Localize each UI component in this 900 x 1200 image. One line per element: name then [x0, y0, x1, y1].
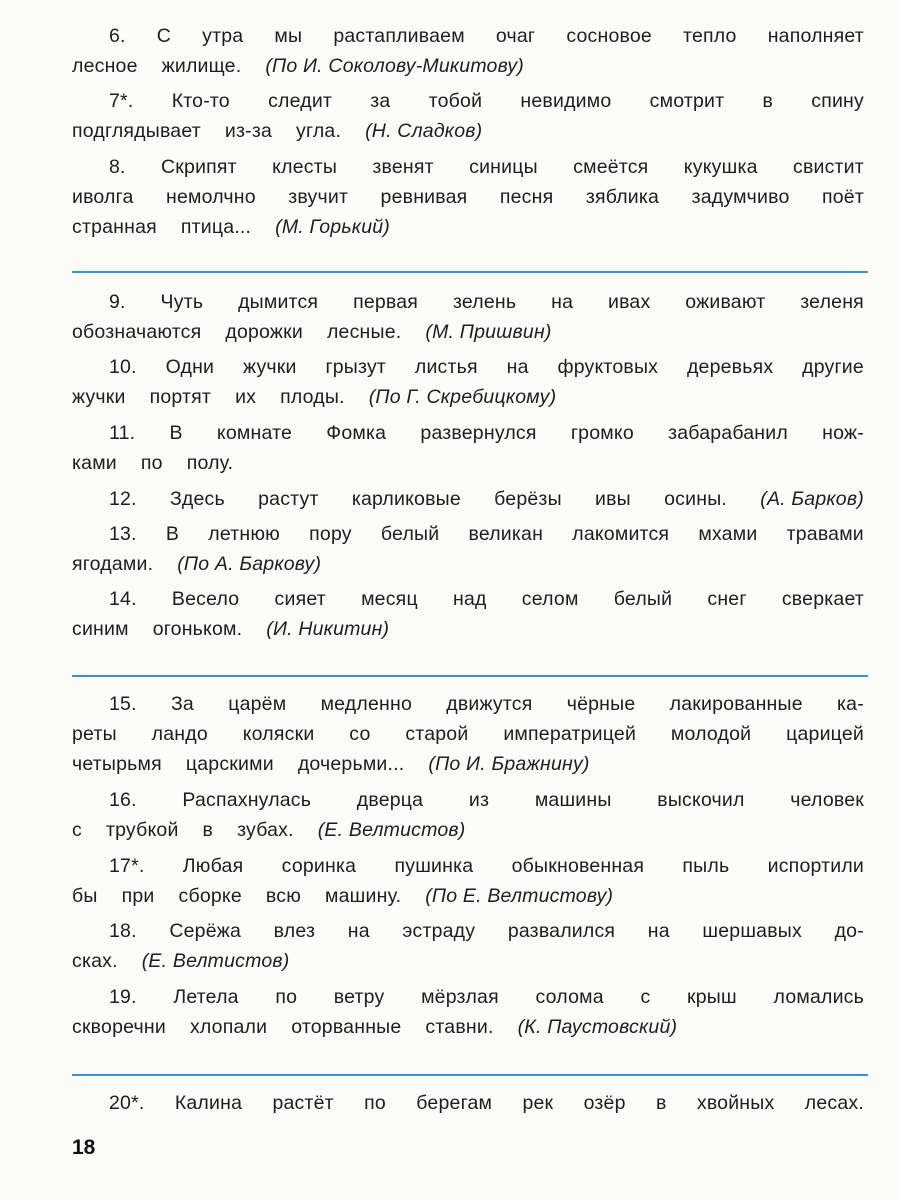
word: полу. [186, 452, 234, 474]
author-attribution: (Н. Сладков) [365, 120, 483, 142]
word: Скрипят [161, 156, 237, 178]
text-line [72, 614, 864, 644]
word: шершавых [702, 920, 802, 942]
text-line [72, 152, 864, 182]
word: сборке [178, 885, 242, 907]
exercise-6 [72, 21, 864, 81]
word: ками [72, 452, 117, 474]
word: лесах. [804, 1092, 864, 1114]
text-line [72, 851, 864, 881]
word: спину [811, 90, 864, 112]
word: влез [273, 920, 316, 942]
exercise-14 [72, 584, 864, 644]
exercise-number: 13. [109, 523, 137, 545]
word: в [202, 819, 214, 841]
exercise-number: 7*. [109, 90, 134, 112]
text-line [72, 182, 864, 212]
word: месяц [361, 588, 418, 610]
word: следит [268, 90, 333, 112]
word: селом [521, 588, 579, 610]
word: по [364, 1092, 386, 1114]
word: из-за [224, 120, 273, 142]
text-line [72, 689, 864, 719]
text-line [72, 785, 864, 815]
word: великан [468, 523, 544, 545]
word: дочерьми... [297, 753, 405, 775]
text-line [72, 946, 864, 976]
word: дорожки [225, 321, 303, 343]
word: пыль [682, 855, 730, 877]
word: над [453, 588, 487, 610]
exercise-number: 17*. [109, 855, 145, 877]
word: сках. [72, 950, 118, 972]
word: иволга [72, 186, 134, 208]
word: лакомится [572, 523, 670, 545]
word: невидимо [520, 90, 612, 112]
word: оторванные [291, 1016, 402, 1038]
word: карликовые [351, 488, 461, 510]
word: песня [499, 186, 554, 208]
word: громко [570, 422, 634, 444]
word: ревнивая [380, 186, 468, 208]
word: ягодами. [72, 553, 154, 575]
word: царскими [185, 753, 274, 775]
word: зяблика [585, 186, 660, 208]
word: другие [802, 356, 864, 378]
word: свистит [793, 156, 864, 178]
exercise-9 [72, 287, 864, 347]
word: чёрные [566, 693, 636, 715]
text-line [72, 116, 864, 146]
exercise-12 [72, 484, 864, 514]
word: наполняет [767, 25, 864, 47]
exercise-number: 14. [109, 588, 137, 610]
text-line [72, 484, 864, 514]
word: Фомка [326, 422, 387, 444]
exercise-8 [72, 152, 864, 242]
word: травами [786, 523, 864, 545]
word: деревьях [686, 356, 774, 378]
word: зеленя [800, 291, 864, 313]
text-line [72, 287, 864, 317]
exercise-number: 11. [109, 422, 136, 444]
word: белый [613, 588, 673, 610]
word: странная [72, 216, 157, 238]
word: лесные. [326, 321, 402, 343]
author-attribution: (И. Никитин) [266, 618, 390, 640]
word: клесты [272, 156, 338, 178]
word: берегам [416, 1092, 493, 1114]
text-line [72, 815, 864, 845]
word: дымится [238, 291, 319, 313]
word: жилище. [161, 55, 242, 77]
word: снег [707, 588, 747, 610]
word: осины. [664, 488, 728, 510]
word: соринка [281, 855, 357, 877]
text-line [72, 382, 864, 412]
word: жучки [72, 386, 126, 408]
exercise-number: 6. [109, 25, 126, 47]
word: мёрзлая [421, 986, 499, 1008]
word: солома [535, 986, 604, 1008]
text-line [72, 719, 864, 749]
word: птица... [180, 216, 252, 238]
word: летнюю [208, 523, 280, 545]
word: за [370, 90, 391, 112]
word: немолчно [166, 186, 256, 208]
author-attribution: (Е. Велтистов) [317, 819, 466, 841]
word: первая [353, 291, 419, 313]
word: развалился [507, 920, 616, 942]
word: оживают [685, 291, 766, 313]
word: бы [72, 885, 98, 907]
section-divider [72, 1074, 868, 1076]
word: царицей [786, 723, 864, 745]
word: ивы [595, 488, 631, 510]
word: движутся [446, 693, 533, 715]
text-line [72, 1088, 864, 1118]
word: мы [274, 25, 303, 47]
exercise-number: 16. [109, 789, 137, 811]
word: лакированные [669, 693, 803, 715]
word: лесное [72, 55, 138, 77]
word: в [655, 1092, 667, 1114]
word: царём [228, 693, 287, 715]
word: Весело [171, 588, 240, 610]
text-line [72, 212, 864, 242]
word: Распахнулась [182, 789, 312, 811]
exercise-number: 10. [109, 356, 137, 378]
word: растут [258, 488, 319, 510]
word: фруктовых [557, 356, 659, 378]
exercise-11 [72, 418, 864, 478]
word: с [72, 819, 82, 841]
author-attribution: (Е. Велтистов) [141, 950, 290, 972]
word: зубах. [237, 819, 294, 841]
word: по [275, 986, 298, 1008]
word: сияет [274, 588, 326, 610]
author-attribution: (По И. Соколову-Микитову) [265, 55, 524, 77]
word: тобой [428, 90, 483, 112]
word: тепло [683, 25, 737, 47]
word: машины [534, 789, 612, 811]
word: утра [202, 25, 244, 47]
author-attribution: (По Е. Велтистову) [425, 885, 614, 907]
word: Кто-то [171, 90, 230, 112]
exercise-number: 20*. [109, 1092, 145, 1114]
word: задумчиво [691, 186, 790, 208]
word: скворечни [72, 1016, 166, 1038]
word: жучки [243, 356, 297, 378]
word: рек [522, 1092, 554, 1114]
page-number: 18 [72, 1136, 96, 1159]
exercise-17 [72, 851, 864, 911]
text-line [72, 982, 864, 1012]
word: ивах [607, 291, 651, 313]
word: коляски [242, 723, 315, 745]
section-divider [72, 271, 868, 273]
word: человек [790, 789, 864, 811]
word: испортили [767, 855, 864, 877]
word: со [349, 723, 371, 745]
word: медленно [320, 693, 412, 715]
exercise-7 [72, 86, 864, 146]
word: ландо [151, 723, 208, 745]
word: Одни [165, 356, 215, 378]
author-attribution: (По И. Бражнину) [428, 753, 590, 775]
word: пору [309, 523, 352, 545]
word: на [347, 920, 370, 942]
word: ставни. [425, 1016, 494, 1038]
word: хвойных [696, 1092, 775, 1114]
word: всю [265, 885, 302, 907]
word: забарабанил [668, 422, 788, 444]
word: берёзы [494, 488, 562, 510]
word: звучит [288, 186, 349, 208]
author-attribution: (По А. Баркову) [177, 553, 322, 575]
word: обыкновенная [511, 855, 645, 877]
word: императрицей [503, 723, 637, 745]
word: молодой [670, 723, 752, 745]
text-line [72, 584, 864, 614]
exercise-number: 12. [109, 488, 137, 510]
word: поёт [822, 186, 864, 208]
word: огоньком. [152, 618, 243, 640]
word: Любая [182, 855, 244, 877]
word: смеётся [573, 156, 649, 178]
word: четырьмя [72, 753, 162, 775]
text-line [72, 448, 864, 478]
word: белый [380, 523, 440, 545]
word: Чуть [160, 291, 204, 313]
word: пушинка [394, 855, 474, 877]
word: на [647, 920, 670, 942]
word: трубкой [105, 819, 179, 841]
word: развернулся [420, 422, 537, 444]
author-attribution: (По Г. Скребицкому) [368, 386, 557, 408]
word: Калина [174, 1092, 243, 1114]
word: В [165, 523, 180, 545]
text-line [72, 549, 864, 579]
exercise-16 [72, 785, 864, 845]
text-line [72, 916, 864, 946]
exercise-number: 8. [109, 156, 126, 178]
word: эстраду [402, 920, 476, 942]
word: крыш [687, 986, 737, 1008]
exercise-number: 15. [109, 693, 137, 715]
word: синим [72, 618, 129, 640]
word: ветру [333, 986, 385, 1008]
text-line [72, 352, 864, 382]
word: листья [414, 356, 478, 378]
exercise-10 [72, 352, 864, 412]
word: Здесь [169, 488, 225, 510]
author-attribution: (К. Паустовский) [517, 1016, 678, 1038]
word: машину. [325, 885, 402, 907]
word: Летела [173, 986, 239, 1008]
word: синицы [469, 156, 538, 178]
section-divider [72, 675, 868, 677]
text-line [72, 51, 864, 81]
word: старой [405, 723, 469, 745]
exercise-18 [72, 916, 864, 976]
author-attribution: (А. Барков) [760, 488, 864, 510]
text-line [72, 317, 864, 347]
word: реты [72, 723, 117, 745]
word: выскочил [657, 789, 745, 811]
text-line [72, 519, 864, 549]
exercise-number: 18. [109, 920, 137, 942]
word: растапливаем [333, 25, 465, 47]
word: подглядывает [72, 120, 201, 142]
exercise-number: 9. [109, 291, 126, 313]
exercise-13 [72, 519, 864, 579]
word: кукушка [683, 156, 758, 178]
word: ка- [837, 693, 864, 715]
word: в [762, 90, 774, 112]
word: нож- [822, 422, 864, 444]
word: из [468, 789, 490, 811]
word: За [170, 693, 194, 715]
text-line [72, 418, 864, 448]
text-line [72, 749, 864, 779]
word: до- [834, 920, 864, 942]
word: их [235, 386, 257, 408]
word: С [156, 25, 172, 47]
word: Серёжа [169, 920, 242, 942]
word: обозначаются [72, 321, 202, 343]
word: хлопали [189, 1016, 268, 1038]
word: комнате [216, 422, 293, 444]
exercise-number: 19. [109, 986, 137, 1008]
word: мхами [698, 523, 758, 545]
word: В [169, 422, 183, 444]
text-line [72, 21, 864, 51]
word: сверкает [781, 588, 864, 610]
author-attribution: (М. Пришвин) [425, 321, 552, 343]
text-line [72, 1012, 864, 1042]
word: зелень [452, 291, 517, 313]
word: звенят [372, 156, 434, 178]
word: на [506, 356, 529, 378]
word: портят [149, 386, 212, 408]
word: плоды. [280, 386, 345, 408]
word: дверца [356, 789, 424, 811]
word: ломались [773, 986, 864, 1008]
word: растёт [272, 1092, 334, 1114]
word: с [640, 986, 651, 1008]
word: очаг [495, 25, 536, 47]
exercise-19 [72, 982, 864, 1042]
word: на [551, 291, 574, 313]
word: по [140, 452, 163, 474]
word: грызут [325, 356, 387, 378]
text-line [72, 86, 864, 116]
text-line [72, 881, 864, 911]
author-attribution: (М. Горький) [275, 216, 390, 238]
exercise-20 [72, 1088, 864, 1118]
word: угла. [296, 120, 342, 142]
exercise-15 [72, 689, 864, 779]
word: сосновое [566, 25, 652, 47]
word: озёр [583, 1092, 626, 1114]
word: при [121, 885, 155, 907]
word: смотрит [649, 90, 725, 112]
